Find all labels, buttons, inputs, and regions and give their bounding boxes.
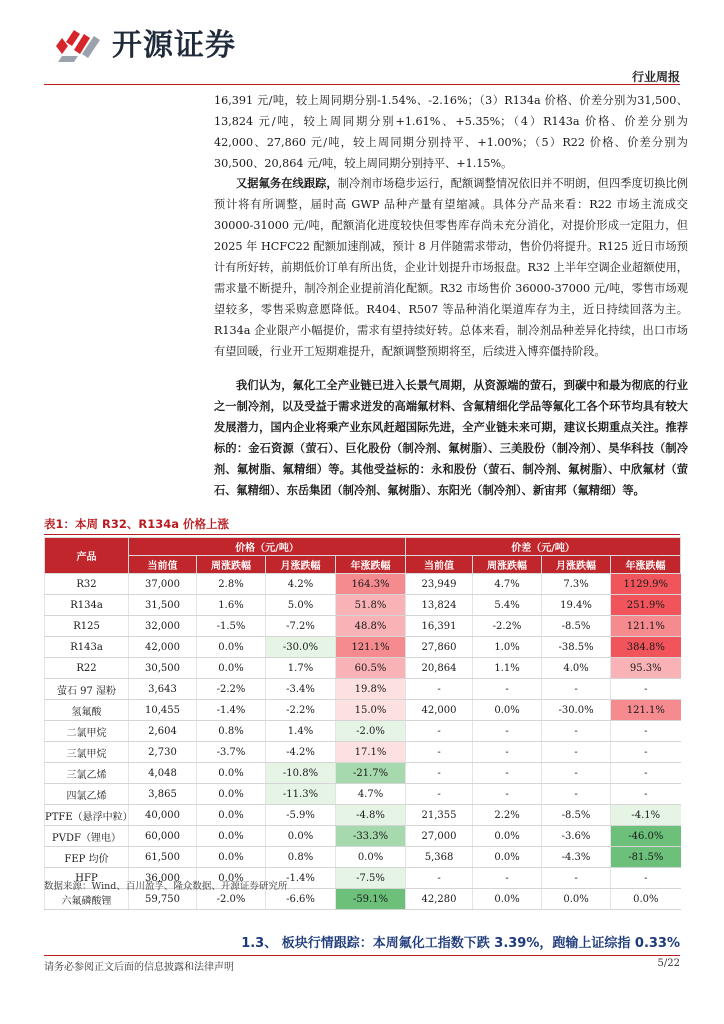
table-row (45, 700, 681, 721)
cell-price-current: 37,000 (129, 574, 197, 595)
cell-spread-current: - (406, 721, 473, 742)
cell-spread-week: 4.7% (473, 574, 542, 595)
cell-price-month: -7.2% (266, 616, 336, 637)
cell-price-month: 0.8% (266, 847, 336, 868)
cell-price-week: 0.8% (197, 721, 266, 742)
cell-spread-week: - (473, 868, 542, 889)
cell-spread-month: -8.5% (542, 805, 611, 826)
cell-spread-current: 16,391 (406, 616, 473, 637)
cell-spread-current: - (406, 763, 473, 784)
cell-spread-year: 1129.9% (611, 574, 681, 595)
cell-price-week: -1.5% (197, 616, 266, 637)
cell-price-week: 0.0% (197, 826, 266, 847)
cell-price-week: -2.2% (197, 679, 266, 700)
cell-price-year: -59.1% (336, 889, 406, 910)
paragraph-lead: 又据氟务在线跟踪， (236, 176, 338, 190)
cell-spread-year: - (611, 868, 681, 889)
caption-divider (44, 534, 680, 535)
cell-spread-month: -30.0% (542, 700, 611, 721)
header-price-week: 周涨跌幅 (197, 556, 266, 574)
cell-product: 二氯甲烷 (45, 721, 129, 742)
cell-price-current: 40,000 (129, 805, 197, 826)
cell-price-month: -1.4% (266, 868, 336, 889)
report-type-label: 行业周报 (631, 70, 680, 84)
cell-price-week: 0.0% (197, 847, 266, 868)
company-logo (52, 20, 292, 64)
cell-spread-month: 0.0% (542, 889, 611, 910)
cell-spread-month: 19.4% (542, 595, 611, 616)
footer-disclaimer: 请务必参阅正文后面的信息披露和法律声明 (44, 962, 234, 973)
cell-price-current: 3,643 (129, 679, 197, 700)
cell-price-month: -10.8% (266, 763, 336, 784)
cell-price-week: 2.8% (197, 574, 266, 595)
cell-spread-year: -4.1% (611, 805, 681, 826)
cell-price-week: 1.6% (197, 595, 266, 616)
cell-price-current: 31,500 (129, 595, 197, 616)
footer-divider (44, 955, 680, 956)
cell-spread-current: 5,368 (406, 847, 473, 868)
table-row (45, 763, 681, 784)
paragraph-market-tracking (214, 173, 688, 362)
header-divider (44, 84, 680, 85)
cell-price-current: 60,000 (129, 826, 197, 847)
table-caption: 表1：本周 R32、R134a 价格上涨 (44, 517, 229, 531)
header-price-current: 当前值 (129, 556, 197, 574)
cell-spread-current: - (406, 868, 473, 889)
cell-spread-current: - (406, 784, 473, 805)
cell-price-week: 0.0% (197, 637, 266, 658)
cell-price-current: 4,048 (129, 763, 197, 784)
cell-spread-week: 0.0% (473, 889, 542, 910)
header-spread-month: 月涨跌幅 (542, 556, 611, 574)
cell-price-current: 36,000 (129, 868, 197, 889)
cell-spread-month: -8.5% (542, 616, 611, 637)
cell-spread-month: - (542, 763, 611, 784)
cell-spread-current: 13,824 (406, 595, 473, 616)
cell-spread-week: - (473, 679, 542, 700)
cell-price-year: -4.8% (336, 805, 406, 826)
table-row (45, 847, 681, 868)
cell-price-year: 17.1% (336, 742, 406, 763)
table-row (45, 616, 681, 637)
cell-product: PVDF（锂电） (45, 826, 129, 847)
cell-price-month: -11.3% (266, 784, 336, 805)
table-row (45, 595, 681, 616)
header-spread-group: 价差（元/吨） (406, 538, 681, 556)
cell-price-year: 19.8% (336, 679, 406, 700)
cell-price-year: 4.7% (336, 784, 406, 805)
cell-price-year: -21.7% (336, 763, 406, 784)
cell-product: R22 (45, 658, 129, 679)
cell-spread-week: -2.2% (473, 616, 542, 637)
table-row (45, 574, 681, 595)
cell-spread-current: 20,864 (406, 658, 473, 679)
header-spread-year: 年涨跌幅 (611, 556, 681, 574)
logo-mark-icon (52, 20, 104, 64)
cell-price-week: 0.0% (197, 763, 266, 784)
cell-spread-year: - (611, 763, 681, 784)
table-row (45, 805, 681, 826)
cell-spread-year: 121.1% (611, 700, 681, 721)
cell-price-year: 164.3% (336, 574, 406, 595)
cell-price-month: 0.0% (266, 826, 336, 847)
cell-price-year: -7.5% (336, 868, 406, 889)
cell-spread-year: 0.0% (611, 889, 681, 910)
cell-price-week: 0.0% (197, 868, 266, 889)
cell-price-month: -3.4% (266, 679, 336, 700)
cell-price-month: 1.4% (266, 721, 336, 742)
cell-product: 四氯乙烯 (45, 784, 129, 805)
cell-spread-month: - (542, 679, 611, 700)
cell-price-month: -30.0% (266, 637, 336, 658)
cell-product: 氢氟酸 (45, 700, 129, 721)
cell-price-current: 10,455 (129, 700, 197, 721)
header-price-group: 价格（元/吨） (129, 538, 406, 556)
table-row (45, 679, 681, 700)
cell-spread-week: - (473, 784, 542, 805)
cell-price-week: 0.0% (197, 658, 266, 679)
table-row (45, 784, 681, 805)
header-price-month: 月涨跌幅 (266, 556, 336, 574)
cell-spread-month: 7.3% (542, 574, 611, 595)
table-row (45, 637, 681, 658)
cell-product: HFP (45, 868, 129, 889)
paragraph-investment-view: 我们认为，氟化工全产业链已进入长景气周期，从资源端的萤石，到碳中和最为彻底的行业之一制冷剂，以及受益于需求迸发的高端氟材料、含氟精细化学品等氟化工各个环节均具有较大发展潜力，国内企业将乘产业东风赶超国际先进，全产业链未来可期，建议长期重点关注。推荐标的：金石资源（萤石）、巨化股份（制冷剂、氟树脂）、三美股份（制冷剂）、昊华科技（制冷剂、氟树脂、氟精细）等。其他受益标的：永和股份（萤石、制冷剂、氟树脂）、中欣氟材（萤石、氟精细）、东岳集团（制冷剂、氟树脂）、东阳光（制冷剂）、新宙邦（氟精细）等。 (214, 378, 688, 497)
cell-price-month: 1.7% (266, 658, 336, 679)
cell-price-month: 4.2% (266, 574, 336, 595)
cell-price-current: 32,000 (129, 616, 197, 637)
cell-spread-week: - (473, 721, 542, 742)
cell-price-current: 2,730 (129, 742, 197, 763)
cell-price-year: 121.1% (336, 637, 406, 658)
page-number: 5/22 (657, 958, 680, 969)
cell-product: PTFE（悬浮中粒） (45, 805, 129, 826)
cell-price-week: -3.7% (197, 742, 266, 763)
cell-price-year: 60.5% (336, 658, 406, 679)
cell-product: 三氯乙烯 (45, 763, 129, 784)
cell-price-year: -2.0% (336, 721, 406, 742)
cell-spread-week: 1.0% (473, 637, 542, 658)
cell-product: 三氯甲烷 (45, 742, 129, 763)
cell-price-month: -6.6% (266, 889, 336, 910)
cell-spread-year: - (611, 784, 681, 805)
section-title: 1.3、 板块行情跟踪：本周氟化工指数下跌 3.39%，跑输上证综指 0.33% (241, 936, 680, 951)
cell-price-year: 48.8% (336, 616, 406, 637)
cell-price-month: -5.9% (266, 805, 336, 826)
cell-spread-year: 384.8% (611, 637, 681, 658)
header-price-year: 年涨跌幅 (336, 556, 406, 574)
table-source: 数据来源：Wind、百川盈孚、隆众数据、开源证券研究所 (44, 881, 288, 892)
cell-spread-current: 23,949 (406, 574, 473, 595)
cell-price-month: 5.0% (266, 595, 336, 616)
cell-spread-month: 4.0% (542, 658, 611, 679)
cell-spread-week: 0.0% (473, 700, 542, 721)
cell-spread-current: 21,355 (406, 805, 473, 826)
cell-price-current: 61,500 (129, 847, 197, 868)
cell-spread-current: 27,000 (406, 826, 473, 847)
cell-price-current: 42,000 (129, 637, 197, 658)
table-body (45, 574, 681, 910)
cell-price-month: -4.2% (266, 742, 336, 763)
cell-product: 萤石 97 湿粉 (45, 679, 129, 700)
cell-product: R143a (45, 637, 129, 658)
cell-price-week: 0.0% (197, 805, 266, 826)
cell-product: R125 (45, 616, 129, 637)
cell-price-current: 3,865 (129, 784, 197, 805)
cell-spread-week: - (473, 763, 542, 784)
cell-price-week: 0.0% (197, 784, 266, 805)
cell-product: FEP 均价 (45, 847, 129, 868)
cell-spread-year: - (611, 721, 681, 742)
cell-price-month: -2.2% (266, 700, 336, 721)
cell-spread-current: 42,000 (406, 700, 473, 721)
cell-spread-week: 5.4% (473, 595, 542, 616)
cell-spread-year: -81.5% (611, 847, 681, 868)
cell-spread-month: -38.5% (542, 637, 611, 658)
cell-spread-week: 1.1% (473, 658, 542, 679)
cell-spread-current: 42,280 (406, 889, 473, 910)
cell-spread-current: 27,860 (406, 637, 473, 658)
cell-spread-week: 2.2% (473, 805, 542, 826)
price-table (44, 537, 681, 910)
cell-product: R134a (45, 595, 129, 616)
cell-spread-month: -4.3% (542, 847, 611, 868)
cell-spread-month: - (542, 742, 611, 763)
cell-spread-current: - (406, 742, 473, 763)
cell-product: R32 (45, 574, 129, 595)
cell-price-week: -1.4% (197, 700, 266, 721)
cell-price-year: -33.3% (336, 826, 406, 847)
cell-spread-week: 0.0% (473, 826, 542, 847)
cell-spread-year: - (611, 679, 681, 700)
cell-spread-week: 0.0% (473, 847, 542, 868)
cell-spread-year: - (611, 742, 681, 763)
paragraph-body: 制冷剂市场稳步运行，配额调整情况依旧并不明朗，但四季度切换比例预计将有所调整，届时高 GWP 品种产量有望缩减。具体分产品来看：R22 市场主流成交 30000-31000 元/吨，配额消化进度较快但零售库存尚未充分消化，对提价形成一定阻力，但 2025 年 HCFC22 配额加速削减，预计 8 月伴随需求带动，售价仍将提升。R125 近日市场预计有所好转，前期低价订单有所出货，企业计划提升市场报盘。R32 上半年空调企业超额使用，需求量不断提升，制冷剂企业提前消化配额。R32 市场售价 36000-37000 元/吨，零售市场观望较多，零售采购意愿降低。R404、R507 等品种消化渠道库存为主，近日持续回落为主。R134a 企业限产小幅提价，需求有望持续好转。总体来看，制冷剂品种差异化持续，出口市场有望回暖，行业开工短期难提升，配额调整预期将至，后续进入博弈僵持阶段。 (214, 177, 688, 358)
cell-spread-month: -3.6% (542, 826, 611, 847)
cell-price-week: -2.0% (197, 889, 266, 910)
header-spread-current: 当前值 (406, 556, 473, 574)
cell-price-year: 51.8% (336, 595, 406, 616)
cell-product: 六氟磷酸锂 (45, 889, 129, 910)
cell-price-current: 2,604 (129, 721, 197, 742)
cell-spread-year: 121.1% (611, 616, 681, 637)
logo-text: 开源证券 (112, 28, 236, 63)
cell-price-year: 15.0% (336, 700, 406, 721)
cell-spread-week: - (473, 742, 542, 763)
cell-price-current: 59,750 (129, 889, 197, 910)
cell-spread-month: - (542, 868, 611, 889)
table-row (45, 742, 681, 763)
cell-spread-year: 95.3% (611, 658, 681, 679)
cell-spread-year: -46.0% (611, 826, 681, 847)
cell-spread-current: - (406, 679, 473, 700)
paragraph-price-summary: 16,391 元/吨，较上周同期分别-1.54%、-2.16%；（3）R134a 价格、价差分别为31,500、13,824 元/吨，较上周同期分别+1.61%、+5.35%；（4）R143a 价格、价差分别为 42,000、27,860 元/吨，较上周同期分别持平、+1.00%；（5）R22 价格、价差分别为 30,500、20,864 元/吨，较上周同期分别持平、+1.15%。 (214, 94, 688, 170)
cell-price-current: 30,500 (129, 658, 197, 679)
cell-price-year: 0.0% (336, 847, 406, 868)
table-row (45, 721, 681, 742)
cell-spread-year: 251.9% (611, 595, 681, 616)
cell-spread-month: - (542, 721, 611, 742)
table-row (45, 658, 681, 679)
table-row (45, 826, 681, 847)
header-product: 产品 (45, 538, 129, 574)
header-spread-week: 周涨跌幅 (473, 556, 542, 574)
cell-spread-month: - (542, 784, 611, 805)
